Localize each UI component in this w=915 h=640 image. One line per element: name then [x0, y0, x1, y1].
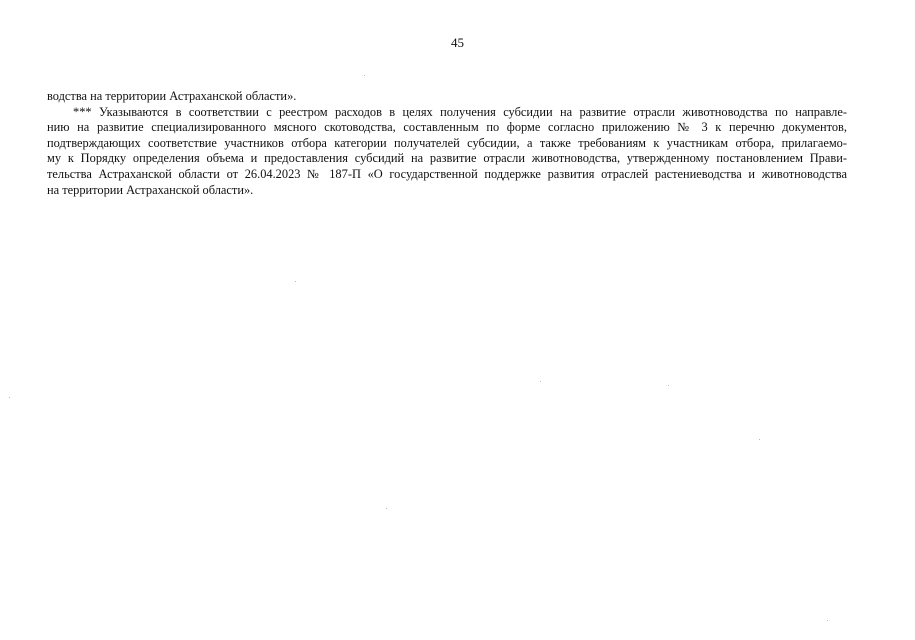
scan-speck [668, 385, 669, 386]
page-number: 45 [451, 35, 464, 50]
scan-speck [295, 281, 296, 282]
text-line: подтверждающих соответствие участников отбора категории получателей субсидии, а также требованиям к участникам отбора, прилагаемо- [47, 135, 847, 150]
text-line: на территории Астраханской области». [47, 182, 254, 197]
scan-speck [386, 508, 387, 509]
scan-speck [759, 439, 760, 440]
text-line: му к Порядку определения объема и предоставления субсидий на развитие отрасли животноводства, утвержденному постановлением Прави- [47, 151, 847, 166]
scan-speck [827, 620, 828, 621]
scan-speck [9, 397, 10, 398]
text-line: нию на развитие специализированного мясного скотоводства, составленным по форме согласно приложению № 3 к перечню документов, [47, 120, 847, 135]
scan-speck [364, 75, 365, 76]
text-line: водства на территории Астраханской области». [47, 89, 297, 103]
scan-speck [540, 381, 541, 382]
text-line: тельства Астраханской области от 26.04.2023 № 187-П «О государственной поддержке развития отраслей растениеводства и животноводства [47, 166, 847, 181]
footnote-text-block [47, 89, 847, 198]
text-line: *** Указываются в соответствии с реестром расходов в целях получения субсидии на развитие отрасли животноводства по направле- [73, 104, 847, 119]
